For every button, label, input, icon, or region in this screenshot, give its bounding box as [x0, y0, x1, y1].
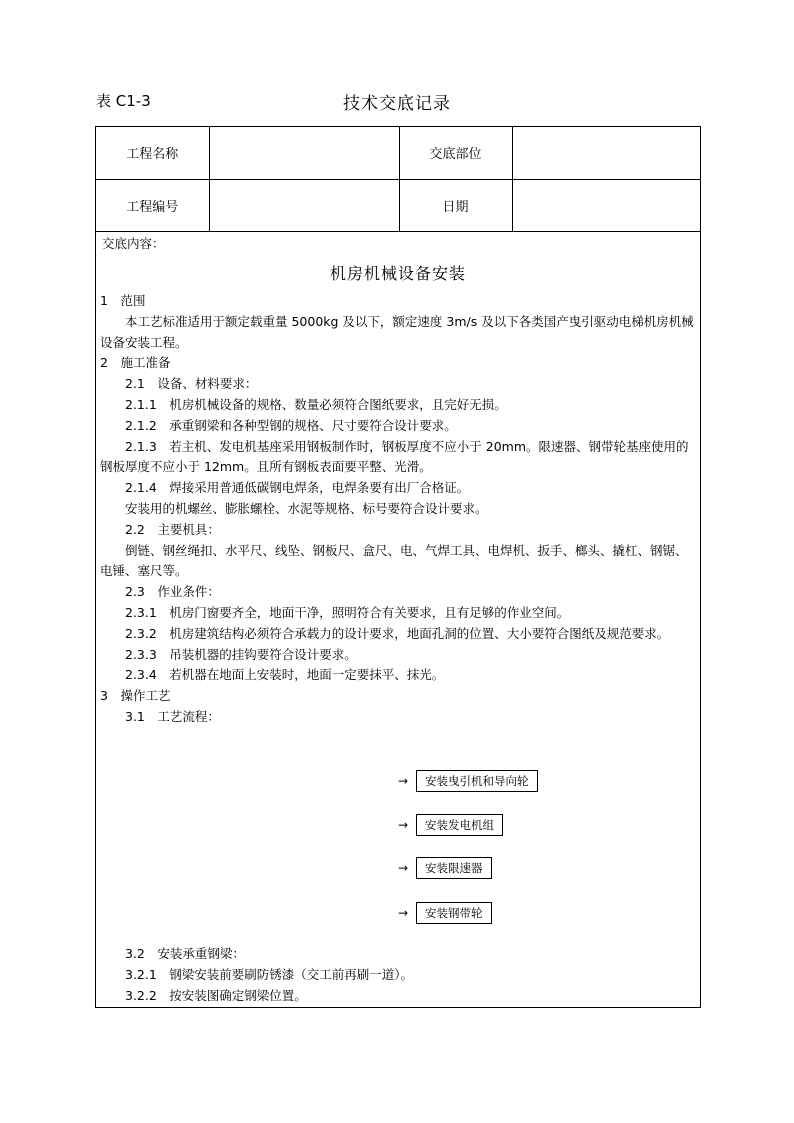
paragraph: 2.1 设备、材料要求： [125, 376, 258, 392]
flow-step-box: 安装限速器 [416, 857, 492, 879]
paragraph: 2.1.4 焊接采用普通低碳钢电焊条，电焊条要有出厂合格证。 [125, 480, 470, 496]
arrow-right-icon: → [398, 774, 409, 788]
date-label: 日期 [399, 179, 512, 231]
paragraph: 3.1 工艺流程： [125, 708, 220, 724]
paragraph: 2.3.1 机房门窗要齐全，地面干净，照明符合有关要求，且有足够的作业空间。 [125, 604, 570, 620]
paragraph: 2.1.2 承重钢梁和各种型钢的规格、尺寸要符合设计要求。 [125, 417, 457, 433]
arrow-right-icon: → [398, 861, 409, 875]
paragraph: 2.3 作业条件： [125, 584, 220, 600]
project-no-field[interactable] [209, 179, 399, 231]
content-label: 交底内容： [102, 236, 165, 251]
project-no-label: 工程编号 [96, 179, 209, 231]
section-title: 机房机械设备安装 [329, 264, 466, 283]
process-flow [398, 770, 658, 930]
paragraph: 倒链、钢丝绳扣、水平尺、线坠、钢板尺、盒尺、电、气焊工具、电焊机、扳手、榔头、撬杠、钢锯、电锤、塞尺等。 [100, 542, 688, 579]
paragraph: 3.2.2 按安装图确定钢梁位置。 [125, 987, 307, 1003]
header-table [96, 127, 700, 232]
project-name-label: 工程名称 [96, 127, 209, 179]
part-label: 交底部位 [399, 127, 512, 179]
paragraph: 2.1.1 机房机械设备的规格、数量必须符合图纸要求，且完好无损。 [125, 396, 507, 412]
flow-step-box: 安装钢带轮 [416, 902, 492, 924]
paragraph: 2.1.3 若主机、发电机基座采用钢板制作时，钢板厚度不应小于 20mm。限速器、钢带轮基座使用的钢板厚度不应小于 12mm。且所有钢板表面要平整、光滑。 [100, 438, 689, 475]
document-title: 技术交底记录 [343, 94, 451, 114]
paragraph: 本工艺标准适用于额定载重量 5000kg 及以下，额定速度 3m/s 及以下各类国产曳引驱动电梯机房机械设备安装工程。 [100, 313, 694, 350]
flow-step [398, 770, 538, 792]
paragraph: 3.2 安装承重钢梁： [125, 946, 245, 961]
paragraph: 3.2.1 钢梁安装前要刷防锈漆（交工前再刷一道）。 [125, 966, 414, 982]
paragraph: 安装用的机螺丝、膨胀螺栓、水泥等规格、标号要符合设计要求。 [125, 500, 488, 516]
flow-step-box: 安装曳引机和导向轮 [416, 770, 538, 792]
heading-scope: 1 范围 [100, 293, 146, 308]
arrow-right-icon: → [398, 818, 409, 832]
date-field[interactable] [512, 179, 700, 231]
flow-step-box: 安装发电机组 [416, 814, 503, 836]
paragraph: 2.3.2 机房建筑结构必须符合承载力的设计要求，地面孔洞的位置、大小要符合图纸及规范要求。 [125, 625, 670, 641]
flow-step [398, 902, 492, 924]
flow-step [398, 814, 503, 836]
paragraph: 2.2 主要机具： [125, 521, 220, 537]
content-body-continued [100, 944, 698, 1006]
paragraph: 2.3.3 吊装机器的挂钩要符合设计要求。 [125, 646, 357, 662]
heading-preparation: 2 施工准备 [100, 355, 171, 371]
heading-operation: 3 操作工艺 [100, 688, 171, 704]
paragraph: 2.3.4 若机器在地面上安装时，地面一定要抹平、抹光。 [125, 667, 445, 683]
flow-step [398, 857, 492, 879]
record-frame [95, 126, 701, 1008]
project-name-field[interactable] [209, 127, 399, 179]
arrow-right-icon: → [398, 906, 409, 920]
form-code: 表 C1-3 [96, 92, 151, 110]
part-field[interactable] [512, 127, 700, 179]
content-body [100, 291, 698, 728]
